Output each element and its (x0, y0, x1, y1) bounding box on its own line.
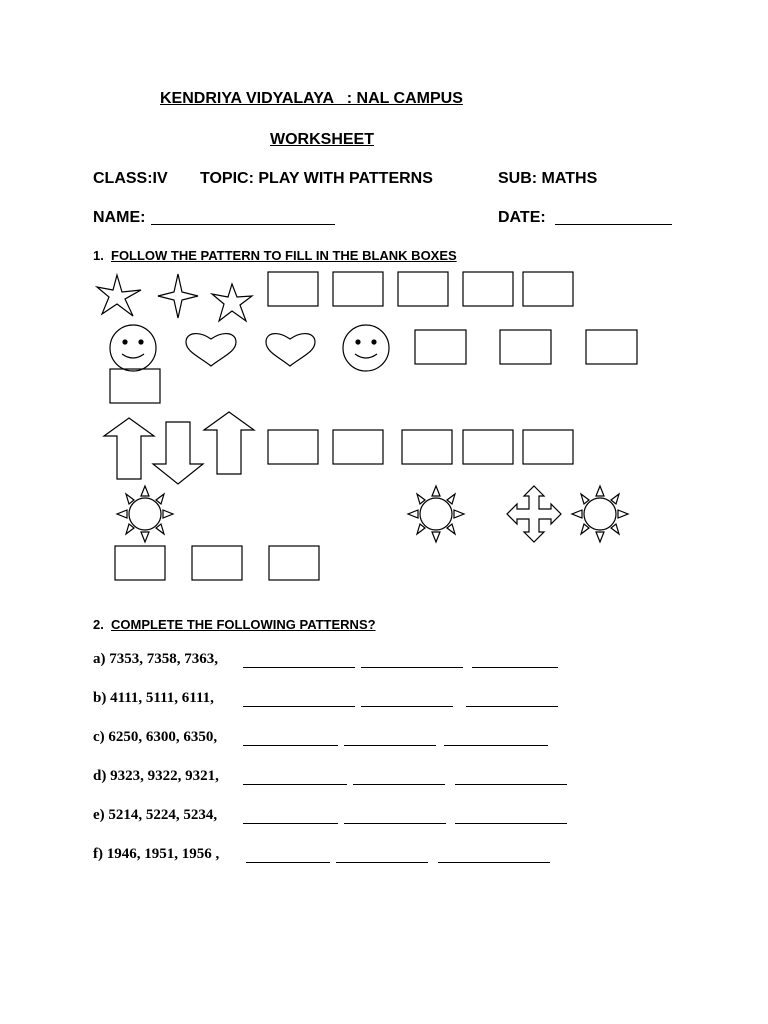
answer-blank[interactable] (344, 823, 446, 824)
blank-box[interactable] (268, 272, 318, 306)
answer-blank[interactable] (472, 667, 558, 668)
answer-blank[interactable] (438, 862, 550, 863)
arrow-down-icon (153, 422, 203, 484)
star-icon (212, 284, 252, 321)
arrow-up-icon (104, 418, 154, 479)
name-label: NAME: (93, 209, 146, 226)
worksheet-title: WORKSHEET (270, 131, 374, 148)
answer-blank[interactable] (243, 706, 355, 707)
sun-icon (408, 486, 464, 542)
q2-number: 2. (93, 617, 104, 632)
four-point-star-icon (158, 274, 198, 318)
blank-box[interactable] (523, 272, 573, 306)
subject-label: SUB: MATHS (498, 170, 598, 187)
smiley-icon (110, 325, 156, 371)
answer-blank[interactable] (466, 706, 558, 707)
pattern-item-a: a) 7353, 7358, 7363, (93, 651, 218, 667)
date-label: DATE: (498, 209, 546, 226)
blank-box[interactable] (398, 272, 448, 306)
arrow-up-icon (204, 412, 254, 474)
blank-box[interactable] (110, 369, 160, 403)
blank-box[interactable] (269, 546, 319, 580)
smiley-icon (343, 325, 389, 371)
answer-blank[interactable] (361, 667, 463, 668)
answer-blank[interactable] (455, 823, 567, 824)
answer-blank[interactable] (455, 784, 567, 785)
pattern-item-e: e) 5214, 5224, 5234, (93, 807, 218, 823)
q2-instruction: COMPLETE THE FOLLOWING PATTERNS? (111, 617, 376, 632)
answer-blank[interactable] (243, 667, 355, 668)
pattern-item-b: b) 4111, 5111, 6111, (93, 690, 214, 706)
four-way-arrow-icon (507, 486, 561, 542)
heart-icon (266, 334, 315, 366)
answer-blank[interactable] (336, 862, 428, 863)
answer-blank[interactable] (353, 784, 445, 785)
q1-number: 1. (93, 248, 104, 263)
blank-box[interactable] (586, 330, 637, 364)
blank-box[interactable] (268, 430, 318, 464)
pattern-item-c: c) 6250, 6300, 6350, (93, 729, 218, 745)
blank-box[interactable] (415, 330, 466, 364)
answer-blank[interactable] (243, 784, 347, 785)
blank-box[interactable] (402, 430, 452, 464)
school-name: KENDRIYA VIDYALAYA : NAL CAMPUS (160, 90, 463, 107)
blank-box[interactable] (500, 330, 551, 364)
answer-blank[interactable] (243, 823, 338, 824)
blank-box[interactable] (115, 546, 165, 580)
pattern-item-d: d) 9323, 9322, 9321, (93, 768, 219, 784)
topic-label: TOPIC: PLAY WITH PATTERNS (200, 170, 433, 187)
blank-box[interactable] (523, 430, 573, 464)
answer-blank[interactable] (444, 745, 548, 746)
answer-blank[interactable] (361, 706, 453, 707)
answer-blank[interactable] (246, 862, 330, 863)
answer-blank[interactable] (344, 745, 436, 746)
blank-box[interactable] (192, 546, 242, 580)
answer-blank[interactable] (243, 745, 338, 746)
blank-box[interactable] (463, 272, 513, 306)
pattern-item-f: f) 1946, 1951, 1956 , (93, 846, 220, 862)
sun-icon (117, 486, 173, 542)
blank-box[interactable] (333, 272, 383, 306)
blank-box[interactable] (333, 430, 383, 464)
sun-icon (572, 486, 628, 542)
heart-icon (186, 334, 236, 366)
q1-instruction: FOLLOW THE PATTERN TO FILL IN THE BLANK BOXES (111, 248, 457, 263)
star-icon (97, 275, 141, 316)
blank-box[interactable] (463, 430, 513, 464)
class-label: CLASS:IV (93, 170, 168, 187)
